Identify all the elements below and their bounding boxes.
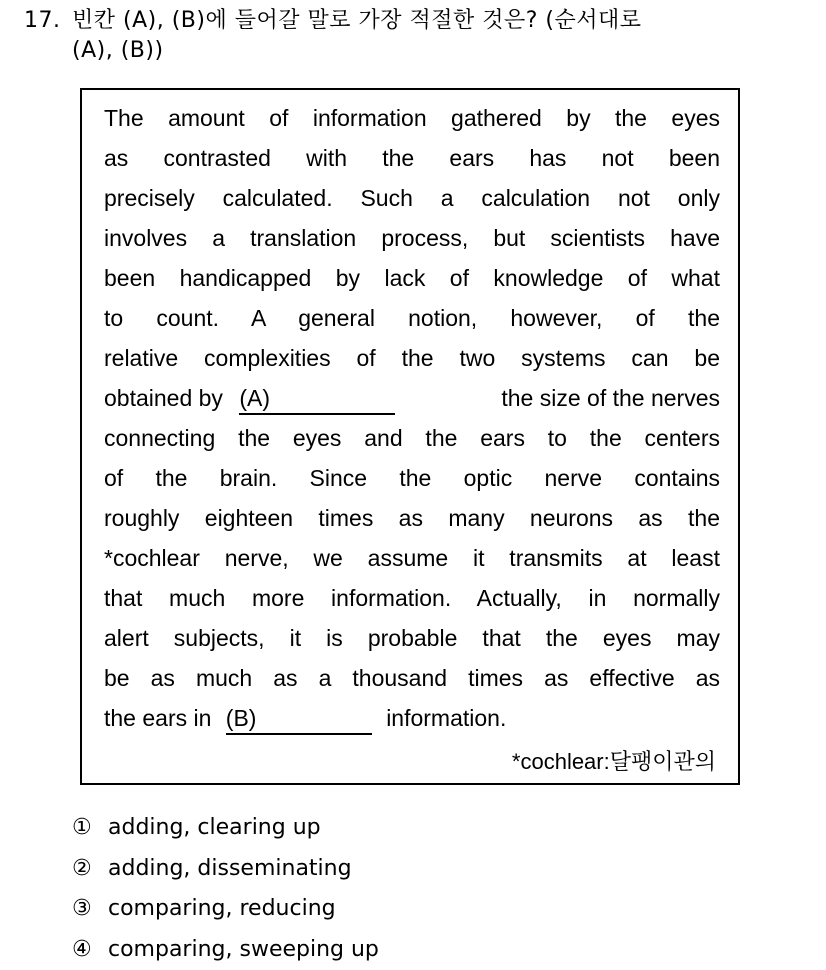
choice-4[interactable]: ④ comparing, sweeping up bbox=[72, 930, 379, 970]
passage-line: of the brain. Since the optic nerve contains bbox=[104, 458, 720, 498]
answer-choices bbox=[72, 808, 379, 970]
choice-3[interactable]: ③ comparing, reducing bbox=[72, 889, 379, 930]
choice-1[interactable]: ① adding, clearing up bbox=[72, 808, 379, 849]
passage-text bbox=[104, 98, 720, 738]
passage-line: The amount of information gathered by the eyes bbox=[104, 98, 720, 138]
footnote: *cochlear:달팽이관의 bbox=[512, 745, 716, 776]
choice-marker: ③ bbox=[72, 889, 108, 930]
blank-b: (B) bbox=[226, 703, 372, 735]
choice-marker: ④ bbox=[72, 930, 108, 970]
question-prompt-continued: (A), (B)) bbox=[24, 36, 641, 66]
passage-line: alert subjects, it is probable that the eyes may bbox=[104, 618, 720, 658]
question-header bbox=[24, 6, 641, 66]
passage-line: involves a translation process, but scientists have bbox=[104, 218, 720, 258]
passage-line: precisely calculated. Such a calculation not only bbox=[104, 178, 720, 218]
blank-a: (A) bbox=[239, 383, 395, 415]
question-prompt: 빈칸 (A), (B)에 들어갈 말로 가장 적절한 것은? (순서대로 bbox=[72, 8, 641, 33]
passage-line: to count. A general notion, however, of the bbox=[104, 298, 720, 338]
choice-marker: ① bbox=[72, 808, 108, 849]
passage-line-blank-a: obtained by (A) the size of the nerves bbox=[104, 378, 720, 418]
passage-line: relative complexities of the two systems can be bbox=[104, 338, 720, 378]
passage-line: that much more information. Actually, in normally bbox=[104, 578, 720, 618]
question-number: 17. bbox=[24, 6, 72, 36]
passage-line: as contrasted with the ears has not been bbox=[104, 138, 720, 178]
passage-line: connecting the eyes and the ears to the centers bbox=[104, 418, 720, 458]
passage-line: be as much as a thousand times as effective as bbox=[104, 658, 720, 698]
passage-line: *cochlear nerve, we assume it transmits at least bbox=[104, 538, 720, 578]
choice-2[interactable]: ② adding, disseminating bbox=[72, 849, 379, 890]
passage-line: been handicapped by lack of knowledge of what bbox=[104, 258, 720, 298]
passage-box bbox=[80, 88, 740, 785]
choice-marker: ② bbox=[72, 849, 108, 890]
passage-line: roughly eighteen times as many neurons as the bbox=[104, 498, 720, 538]
passage-line-blank-b: the ears in (B) information. bbox=[104, 698, 720, 738]
